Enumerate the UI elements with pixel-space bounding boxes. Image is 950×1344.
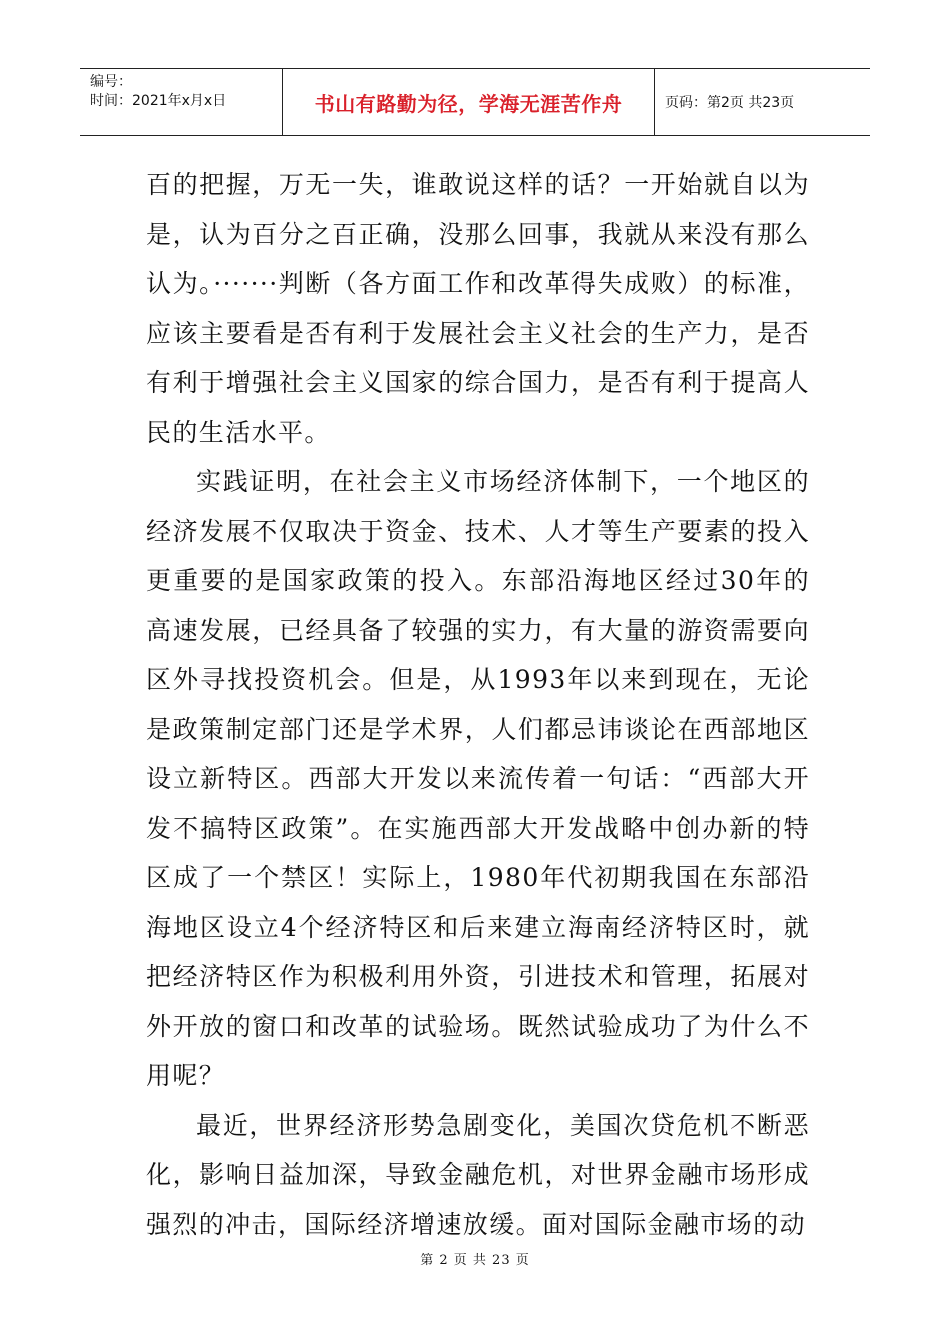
document-date-label: 时间：2021年x月x日 (90, 93, 227, 109)
header-motto-cell (283, 69, 655, 135)
paragraph-continuation: 百的把握，万无一失，谁敢说这样的话？一开始就自以为是，认为百分之百正确，没那么回事，我就从来没有那么认为。·······判断（各方面工作和改革得失成败）的标准，应该主要看是否有利于发展社会主义社会的生产力，是否有利于增强社会主义国家的综合国力，是否有利于提高人民的生活水平。 (146, 170, 810, 447)
document-body (146, 160, 810, 1249)
header-page-cell (655, 69, 870, 135)
paragraph-recent: 最近，世界经济形势急剧变化，美国次贷危机不断恶化，影响日益加深，导致金融危机，对世界金融市场形成强烈的冲击，国际经济增速放缓。面对国际金融市场的动 (146, 1110, 810, 1239)
header-meta (80, 69, 283, 135)
document-number-label: 编号： (90, 74, 132, 90)
page-footer: 第 2 页 共 23 页 (420, 1253, 530, 1268)
paragraph-practice: 实践证明，在社会主义市场经济体制下，一个地区的经济发展不仅取决于资金、技术、人才等生产要素的投入更重要的是国家政策的投入。东部沿海地区经过30年的高速发展，已经具备了较强的实力，有大量的游资需要向区外寻找投资机会。但是，从1993年以来到现在，无论是政策制定部门还是学术界，人们都忌讳谈论在西部地区设立新特区。西部大开发以来流传着一句话：“西部大开发不搞特区政策”。在实施西部大开发战略中创办新的特区成了一个禁区！实际上，1980年代初期我国在东部沿海地区设立4个经济特区和后来建立海南经济特区时，就把经济特区作为积极利用外资，引进技术和管理，拓展对外开放的窗口和改革的试验场。既然试验成功了为什么不用呢？ (146, 467, 810, 1090)
header-page-label: 页码：第2页 共23页 (665, 95, 795, 111)
page-header (80, 68, 870, 136)
header-motto: 书山有路勤为径，学海无涯苦作舟 (314, 91, 623, 116)
